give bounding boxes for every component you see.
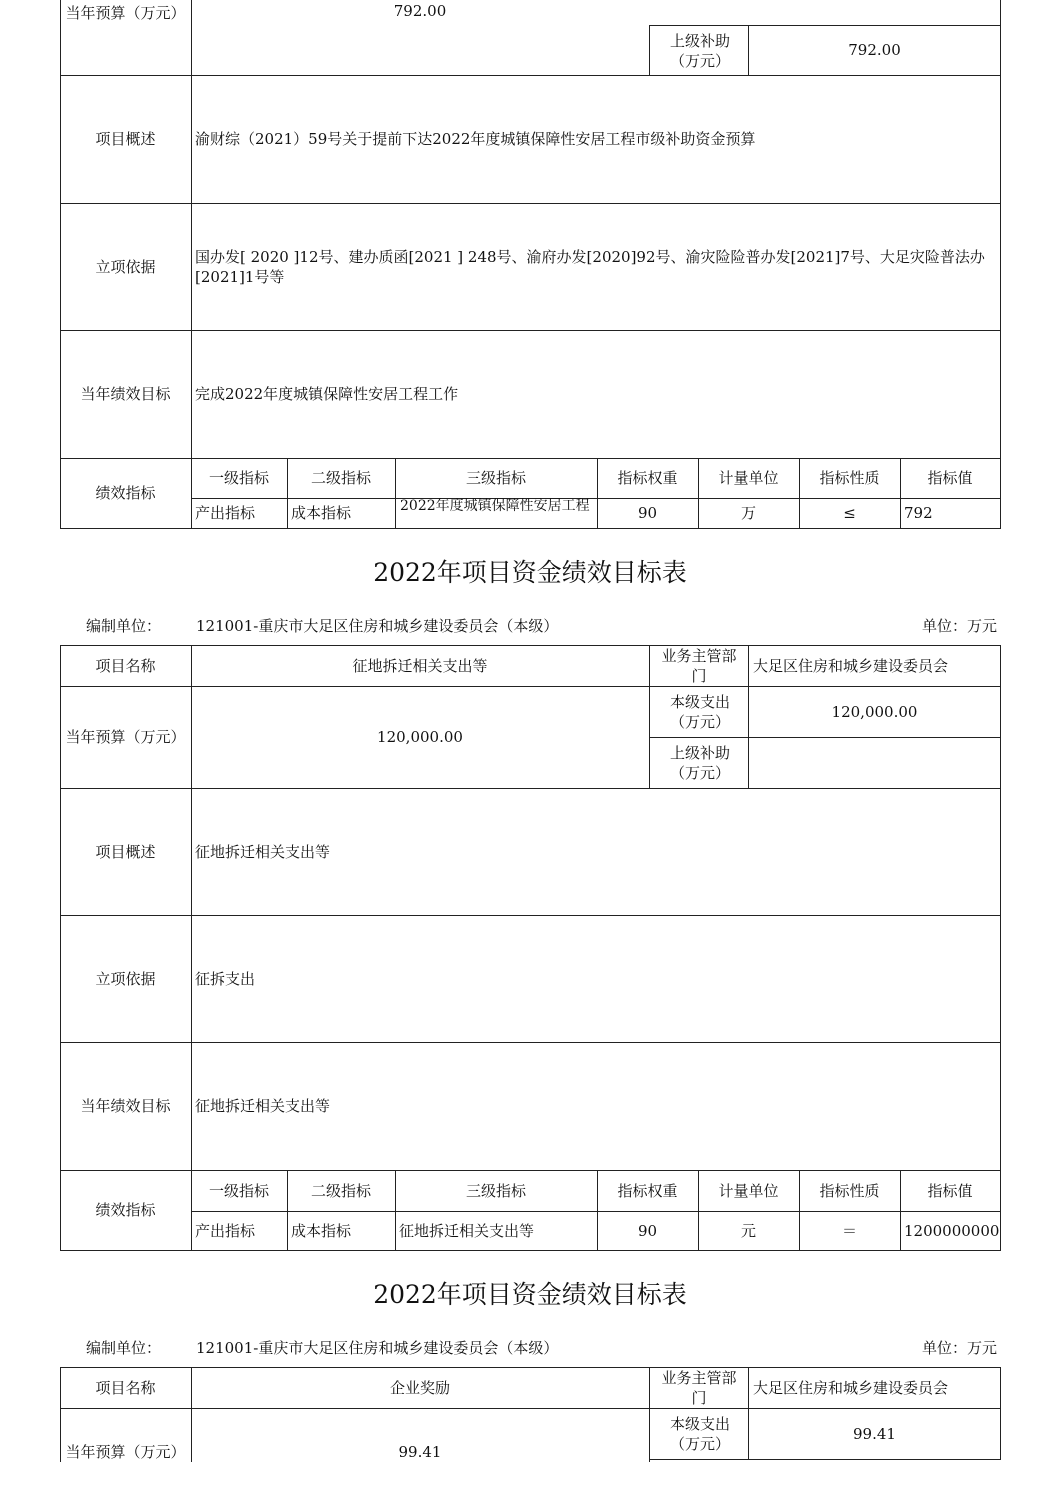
perf-cell: 产出指标: [195, 1221, 256, 1240]
budget-label: 当年预算（万元）: [65, 1443, 186, 1461]
perf-header: 一级指标: [208, 1181, 269, 1200]
perf-header: 指标权重: [617, 1181, 678, 1200]
dept-value: 大足区住房和城乡建设委员会: [753, 656, 949, 675]
perf-header: 二级指标: [310, 469, 371, 487]
overview-label: 项目概述: [95, 130, 156, 148]
perf-header: 三级指标: [465, 469, 526, 487]
budget-label: 当年预算（万元）: [65, 728, 186, 746]
budget-value: 120,000.00: [377, 728, 463, 746]
perf-cell: ≤: [843, 504, 856, 522]
dept-label: 业务主管部门: [661, 1368, 737, 1407]
budget-label: 当年预算（万元）: [65, 4, 186, 22]
superior-value: 792.00: [848, 41, 901, 59]
perf-cell: ＝: [841, 1221, 857, 1240]
perf-cell: 90: [637, 1221, 658, 1240]
perf-cell: 90: [637, 504, 658, 522]
dept-label: 业务主管部门: [661, 646, 737, 685]
budget-value: 792.00: [393, 1, 447, 20]
perf-header: 指标值: [927, 469, 973, 487]
perf-cell: 征地拆迁相关支出等: [399, 1221, 535, 1240]
name-label: 项目名称: [95, 656, 156, 675]
own-label: 本级支出（万元）: [669, 692, 730, 731]
currency-label: 单位：万元: [921, 1339, 997, 1357]
dept-value: 大足区住房和城乡建设委员会: [753, 1378, 949, 1397]
perf-header: 一级指标: [208, 469, 269, 487]
perf-header: 二级指标: [310, 1181, 371, 1200]
own-value: 99.41: [853, 1424, 896, 1443]
perf-header: 计量单位: [718, 1181, 779, 1200]
perf-cell: 产出指标: [195, 504, 256, 522]
unit-label: 编制单位：: [86, 1339, 162, 1357]
perf-cell: 成本指标: [291, 504, 352, 522]
basis-text: 征拆支出: [195, 969, 256, 988]
goal-text: 征地拆迁相关支出等: [195, 1097, 331, 1115]
unit-value: 121001-重庆市大足区住房和城乡建设委员会（本级）: [196, 1339, 559, 1357]
perf-header: 指标权重: [617, 469, 678, 487]
superior-value: [749, 737, 1000, 788]
own-value: 120,000.00: [831, 702, 918, 721]
perf-header: 计量单位: [718, 469, 779, 487]
perf-cell: 1200000000: [904, 1221, 1000, 1240]
unit-label: 编制单位：: [86, 617, 162, 635]
basis-text: 国办发[ 2020 ]12号、建办质函[2021 ] 248号、渝府办发[2020]92号、渝灾险险普办发[2021]7号、大足灾险普法办[2021]1号等: [195, 247, 985, 286]
perf-cell: 元: [740, 1221, 756, 1240]
perf-cell: 2022年度城镇保障性安居工程: [400, 498, 590, 514]
overview-text: 渝财综（2021）59号关于提前下达2022年度城镇保障性安居工程市级补助资金预算: [195, 130, 756, 148]
name-value: 征地拆迁相关支出等: [352, 656, 488, 675]
own-label: 本级支出（万元）: [669, 1414, 730, 1453]
perf-label: 绩效指标: [95, 484, 156, 502]
perf-header: 指标性质: [819, 469, 880, 487]
perf-header: 指标性质: [819, 1181, 880, 1200]
currency-label: 单位：万元: [921, 617, 997, 635]
perf-cell: 成本指标: [291, 1221, 352, 1240]
goal-text: 完成2022年度城镇保障性安居工程工作: [195, 385, 459, 403]
page-title: 2022年项目资金绩效目标表: [373, 558, 687, 587]
page-title: 2022年项目资金绩效目标表: [373, 1280, 687, 1309]
superior-label: 上级补助（万元）: [669, 743, 730, 782]
perf-cell: 万: [740, 504, 756, 522]
perf-header: 三级指标: [465, 1181, 526, 1200]
name-value: 企业奖励: [389, 1378, 450, 1397]
perf-label: 绩效指标: [95, 1201, 156, 1219]
goal-label: 当年绩效目标: [80, 1097, 171, 1115]
overview-text: 征地拆迁相关支出等: [195, 842, 331, 861]
budget-value: 99.41: [398, 1443, 442, 1461]
goal-label: 当年绩效目标: [80, 385, 171, 403]
overview-label: 项目概述: [95, 842, 156, 861]
perf-header: 指标值: [927, 1181, 973, 1200]
name-label: 项目名称: [95, 1378, 156, 1397]
superior-label: 上级补助（万元）: [669, 32, 730, 70]
basis-label: 立项依据: [95, 969, 156, 988]
unit-value: 121001-重庆市大足区住房和城乡建设委员会（本级）: [196, 617, 559, 635]
perf-cell: 792: [904, 504, 933, 522]
basis-label: 立项依据: [95, 257, 156, 276]
